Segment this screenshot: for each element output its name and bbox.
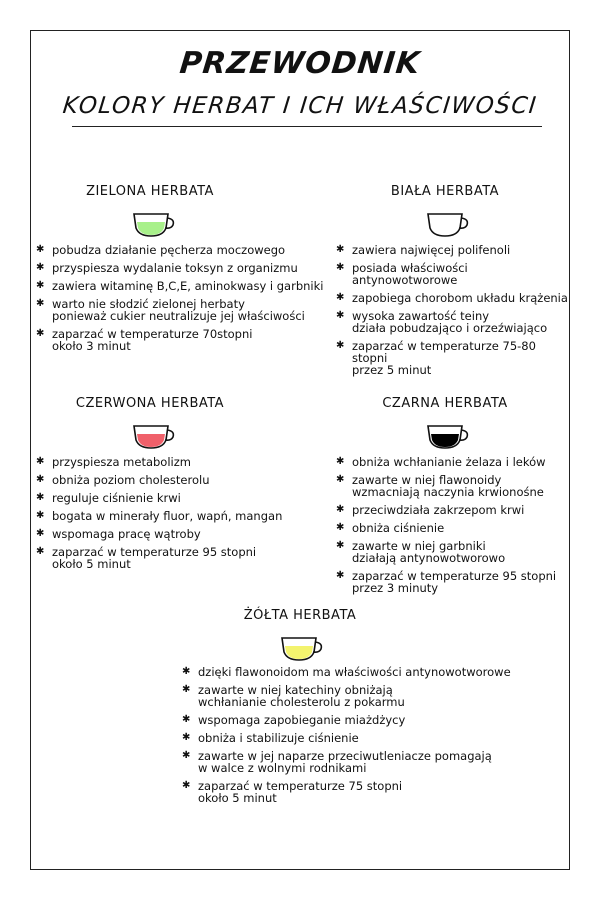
list-item: ✱ zapobiega chorobom układu krążenia	[336, 292, 570, 304]
section-green-tea	[30, 184, 324, 384]
tea-cup-icon	[130, 210, 176, 238]
list-item: ✱ zaparzać w temperaturze 75 stopni około 5 minut	[182, 780, 512, 804]
section-title: CZARNA HERBATA	[382, 396, 508, 411]
list-item: ✱ warto nie słodzić zielonej herbaty ponieważ cukier neutralizuje jej właściwości	[36, 298, 336, 322]
feature-list	[336, 244, 570, 382]
list-item: ✱ przeciwdziała zakrzepom krwi	[336, 504, 570, 516]
section-yellow-tea	[170, 608, 511, 848]
list-item: ✱ zaparzać w temperaturze 95 stopni około 5 minut	[36, 546, 326, 570]
list-item: ✱ reguluje ciśnienie krwi	[36, 492, 326, 504]
section-title: BIAŁA HERBATA	[390, 184, 500, 199]
section-white-tea	[330, 184, 568, 384]
section-red-tea	[30, 396, 283, 596]
tea-cup-icon	[130, 422, 176, 450]
list-item: ✱ zawiera najwięcej polifenoli	[336, 244, 570, 256]
section-title: CZERWONA HERBATA	[75, 396, 225, 411]
tea-cup-icon	[278, 634, 324, 662]
list-item: ✱ zaparzać w temperaturze 70stopni około 3 minut	[36, 328, 336, 352]
list-item: ✱ zawiera witaminę B,C,E, aminokwasy i garbniki	[36, 280, 336, 292]
list-item: ✱ pobudza działanie pęcherza moczowego	[36, 244, 336, 256]
section-title: ŻÓŁTA HERBATA	[243, 608, 357, 623]
list-item: ✱ zawarte w niej katechiny obniżają wchłanianie cholesterolu z pokarmu	[182, 684, 512, 708]
feature-list	[36, 244, 336, 358]
feature-list	[182, 666, 512, 810]
list-item: ✱ przyspiesza wydalanie toksyn z organizmu	[36, 262, 336, 274]
list-item: ✱ obniża ciśnienie	[336, 522, 570, 534]
list-item: ✱ zaparzać w temperaturze 75-80 stopni przez 5 minut	[336, 340, 570, 376]
page-title: PRZEWODNIK	[177, 46, 423, 81]
section-title: ZIELONA HERBATA	[86, 184, 214, 199]
list-item: ✱ obniża wchłanianie żelaza i leków	[336, 456, 570, 468]
list-item: ✱ zaparzać w temperaturze 95 stopni przez 3 minuty	[336, 570, 570, 594]
list-item: ✱ przyspiesza metabolizm	[36, 456, 326, 468]
list-item: ✱ wysoka zawartość teiny działa pobudzająco i orzeźwiająco	[336, 310, 570, 334]
list-item: ✱ zawarte w jej naparze przeciwutleniacze pomagają w walce z wolnymi rodnikami	[182, 750, 512, 774]
tea-cup-icon	[424, 210, 470, 238]
feature-list	[36, 456, 326, 576]
list-item: ✱ zawarte w niej garbniki działają antynowotworowo	[336, 540, 570, 564]
list-item: ✱ wspomaga pracę wątroby	[36, 528, 326, 540]
list-item: ✱ dzięki flawonoidom ma właściwości antynowotworowe	[182, 666, 512, 678]
list-item: ✱ obniża i stabilizuje ciśnienie	[182, 732, 512, 744]
section-black-tea	[330, 396, 560, 596]
list-item: ✱ wspomaga zapobieganie miażdżycy	[182, 714, 512, 726]
feature-list	[336, 456, 570, 600]
tea-cup-icon	[424, 422, 470, 450]
list-item: ✱ obniża poziom cholesterolu	[36, 474, 326, 486]
list-item: ✱ bogata w minerały fluor, wapń, mangan	[36, 510, 326, 522]
list-item: ✱ zawarte w niej flawonoidy wzmacniają naczynia krwionośne	[336, 474, 570, 498]
title-divider	[72, 126, 542, 127]
list-item: ✱ posiada właściwości antynowotworowe	[336, 262, 570, 286]
page-subtitle: KOLORY HERBAT I ICH WŁAŚCIWOŚCI	[61, 93, 539, 119]
